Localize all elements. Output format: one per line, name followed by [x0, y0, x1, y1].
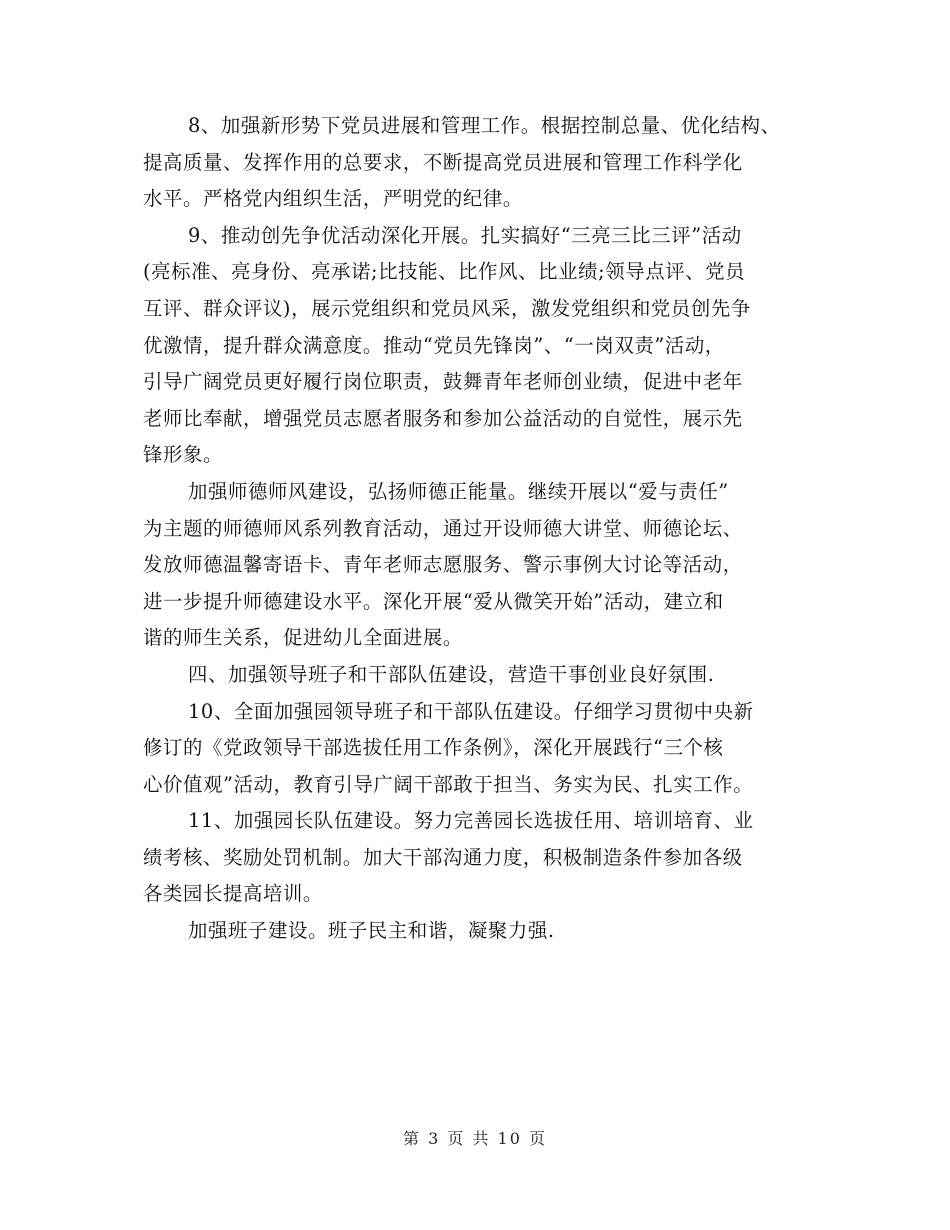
text-line: 10、全面加强园领导班子和干部队伍建设。仔细学习贯彻中央新 [188, 699, 754, 723]
text-line: (亮标准、亮身份、亮承诺;比技能、比作风、比业绩;领导点评、党员 [143, 260, 746, 284]
text-line: 锋形象。 [143, 443, 223, 467]
text-line: 8、加强新形势下党员进展和管理工作。根据控制总量、优化结构、 [188, 114, 781, 137]
body-text [143, 108, 833, 950]
text-line: 优激情，提升群众满意度。推动“党员先锋岗”、“一岗双责”活动， [143, 333, 725, 357]
text-line: 心价值观”活动，教育引导广阔干部敢于担当、务实为民、扎实工作。 [143, 772, 754, 796]
text-line: 各类园长提高培训。 [143, 882, 323, 906]
text-line: 加强师德师风建设，弘扬师德正能量。继续开展以“爱与责任” [188, 479, 729, 503]
text-line: 11、加强园长队伍建设。努力完善园长选拔任用、培训培育、业 [188, 809, 754, 833]
text-line: 互评、群众评议)，展示党组织和党员风采，激发党组织和党员创先争 [143, 296, 751, 320]
page-footer: 第 3 页 共 10 页 [403, 1129, 547, 1148]
text-line: 进一步提升师德建设水平。深化开展“爱从微笑开始”活动，建立和 [143, 589, 724, 613]
text-line: 谐的师生关系，促进幼儿全面进展。 [143, 626, 463, 650]
text-line: 修订的《党政领导干部选拔任用工作条例》，深化开展践行“三个核 [143, 736, 724, 760]
text-line: 为主题的师德师风系列教育活动，通过开设师德大讲堂、师德论坛、 [143, 516, 743, 540]
text-line: 绩考核、奖励处罚机制。加大干部沟通力度，积极制造条件参加各级 [143, 845, 743, 869]
text-line: 9、推动创先争优活动深化开展。扎实搞好“三亮三比三评”活动 [188, 223, 742, 247]
text-line: 发放师德温馨寄语卡、青年老师志愿服务、警示事例大讨论等活动， [143, 553, 743, 577]
text-line: 加强班子建设。班子民主和谐，凝聚力强. [188, 919, 555, 943]
text-line: 四、加强领导班子和干部队伍建设，营造干事创业良好氛围. [188, 662, 715, 686]
text-line: 水平。严格党内组织生活，严明党的纪律。 [143, 187, 523, 211]
text-line: 提高质量、发挥作用的总要求，不断提高党员进展和管理工作科学化 [143, 150, 743, 174]
text-line: 引导广阔党员更好履行岗位职责，鼓舞青年老师创业绩，促进中老年 [143, 370, 743, 394]
text-line: 老师比奉献，增强党员志愿者服务和参加公益活动的自觉性，展示先 [143, 406, 743, 430]
